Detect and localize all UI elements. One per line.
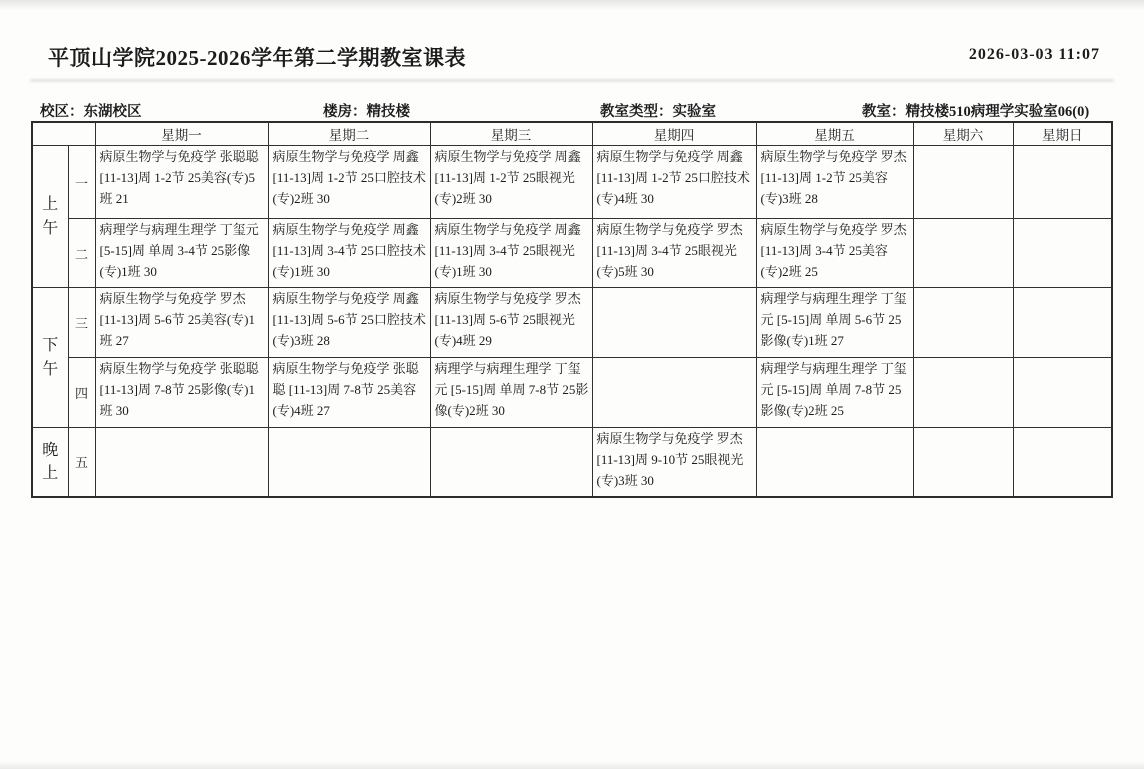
- class-cell-thu-3: [592, 288, 756, 358]
- day-header-monday: 星期一: [95, 122, 268, 146]
- room-info: [862, 100, 1089, 121]
- class-cell-tue-1: 病原生物学与免疫学 周鑫 [11-13]周 1-2节 25口腔技术(专)2班 30: [268, 146, 430, 219]
- class-cell-thu-4: [592, 358, 756, 428]
- class-cell-thu-2: 病原生物学与免疫学 罗杰 [11-13]周 3-4节 25眼视光(专)5班 30: [592, 219, 756, 288]
- class-cell-sat-2: [913, 219, 1013, 288]
- class-cell-tue-4: 病原生物学与免疫学 张聪聪 [11-13]周 7-8节 25美容(专)4班 27: [268, 358, 430, 428]
- room-type-info: [600, 100, 716, 121]
- class-cell-mon-1: 病原生物学与免疫学 张聪聪 [11-13]周 1-2节 25美容(专)5班 21: [95, 146, 268, 219]
- period-label: 一: [68, 146, 95, 219]
- day-header-sunday: 星期日: [1013, 122, 1112, 146]
- building-label: 楼房：: [323, 104, 367, 120]
- campus-label: 校区：: [40, 104, 84, 120]
- day-header-saturday: 星期六: [913, 122, 1013, 146]
- class-cell-wed-1: 病原生物学与免疫学 周鑫 [11-13]周 1-2节 25眼视光(专)2班 30: [430, 146, 592, 219]
- building-info: [323, 100, 410, 121]
- scan-edge-shadow-top: [0, 0, 1144, 10]
- corner-cell: [32, 122, 95, 146]
- class-cell-fri-5: [756, 428, 913, 497]
- session-label-morning: [32, 146, 68, 288]
- session-label-text: 上午: [42, 196, 59, 237]
- class-cell-tue-5: [268, 428, 430, 497]
- day-header-tuesday: 星期二: [268, 122, 430, 146]
- table-row-period-4: [32, 358, 1112, 428]
- class-cell-wed-5: [430, 428, 592, 497]
- timetable: [31, 121, 1113, 498]
- class-cell-wed-2: 病原生物学与免疫学 周鑫 [11-13]周 3-4节 25眼视光(专)1班 30: [430, 219, 592, 288]
- class-cell-wed-3: 病原生物学与免疫学 罗杰 [11-13]周 5-6节 25眼视光(专)4班 29: [430, 288, 592, 358]
- class-cell-sat-5: [913, 428, 1013, 497]
- day-header-row: [32, 122, 1112, 146]
- building-value: 精技楼: [366, 104, 410, 120]
- table-row-period-1: [32, 146, 1112, 219]
- table-row-period-2: [32, 219, 1112, 288]
- class-cell-sun-3: [1013, 288, 1112, 358]
- session-label-text: 晚上: [42, 441, 59, 482]
- class-cell-sat-4: [913, 358, 1013, 428]
- class-cell-sat-1: [913, 146, 1013, 219]
- class-cell-thu-1: 病原生物学与免疫学 周鑫 [11-13]周 1-2节 25口腔技术(专)4班 30: [592, 146, 756, 219]
- scan-artifact-line: [30, 79, 1114, 82]
- scan-edge-shadow-bottom: [0, 761, 1144, 769]
- period-label: 三: [68, 288, 95, 358]
- session-label-afternoon: [32, 288, 68, 428]
- campus-info: [40, 100, 142, 121]
- class-cell-sun-1: [1013, 146, 1112, 219]
- room-value: 精技楼510病理学实验室06(0): [905, 104, 1090, 120]
- class-cell-mon-4: 病原生物学与免疫学 张聪聪 [11-13]周 7-8节 25影像(专)1班 30: [95, 358, 268, 428]
- table-row-period-3: [32, 288, 1112, 358]
- class-cell-fri-4: 病理学与病理生理学 丁玺元 [5-15]周 单周 7-8节 25影像(专)2班 25: [756, 358, 913, 428]
- room-label: 教室：: [862, 104, 906, 120]
- class-cell-wed-4: 病理学与病理生理学 丁玺元 [5-15]周 单周 7-8节 25影像(专)2班 30: [430, 358, 592, 428]
- day-header-wednesday: 星期三: [430, 122, 592, 146]
- room-type-value: 实验室: [672, 104, 716, 120]
- day-header-thursday: 星期四: [592, 122, 756, 146]
- campus-value: 东湖校区: [83, 104, 142, 120]
- session-label-evening: [32, 428, 68, 497]
- print-timestamp: 2026-03-03 11:07: [968, 46, 1100, 63]
- class-cell-tue-3: 病原生物学与免疫学 周鑫 [11-13]周 5-6节 25口腔技术(专)3班 28: [268, 288, 430, 358]
- class-cell-fri-1: 病原生物学与免疫学 罗杰 [11-13]周 1-2节 25美容(专)3班 28: [756, 146, 913, 219]
- class-cell-tue-2: 病原生物学与免疫学 周鑫 [11-13]周 3-4节 25口腔技术(专)1班 30: [268, 219, 430, 288]
- class-cell-fri-3: 病理学与病理生理学 丁玺元 [5-15]周 单周 5-6节 25影像(专)1班 27: [756, 288, 913, 358]
- class-cell-thu-5: 病原生物学与免疫学 罗杰 [11-13]周 9-10节 25眼视光(专)3班 30: [592, 428, 756, 497]
- period-label: 二: [68, 219, 95, 288]
- classroom-info-row: [0, 100, 1144, 122]
- session-label-text: 下午: [42, 337, 59, 378]
- table-row-period-5: [32, 428, 1112, 497]
- period-label: 五: [68, 428, 95, 497]
- period-label: 四: [68, 358, 95, 428]
- class-cell-fri-2: 病原生物学与免疫学 罗杰 [11-13]周 3-4节 25美容(专)2班 25: [756, 219, 913, 288]
- class-cell-mon-3: 病原生物学与免疫学 罗杰 [11-13]周 5-6节 25美容(专)1班 27: [95, 288, 268, 358]
- class-cell-sun-2: [1013, 219, 1112, 288]
- class-cell-sun-4: [1013, 358, 1112, 428]
- room-type-label: 教室类型：: [600, 104, 673, 120]
- day-header-friday: 星期五: [756, 122, 913, 146]
- class-cell-mon-5: [95, 428, 268, 497]
- class-cell-mon-2: 病理学与病理生理学 丁玺元 [5-15]周 单周 3-4节 25影像(专)1班 30: [95, 219, 268, 288]
- page-title: 平顶山学院2025-2026学年第二学期教室课表: [48, 46, 466, 70]
- class-cell-sun-5: [1013, 428, 1112, 497]
- class-cell-sat-3: [913, 288, 1013, 358]
